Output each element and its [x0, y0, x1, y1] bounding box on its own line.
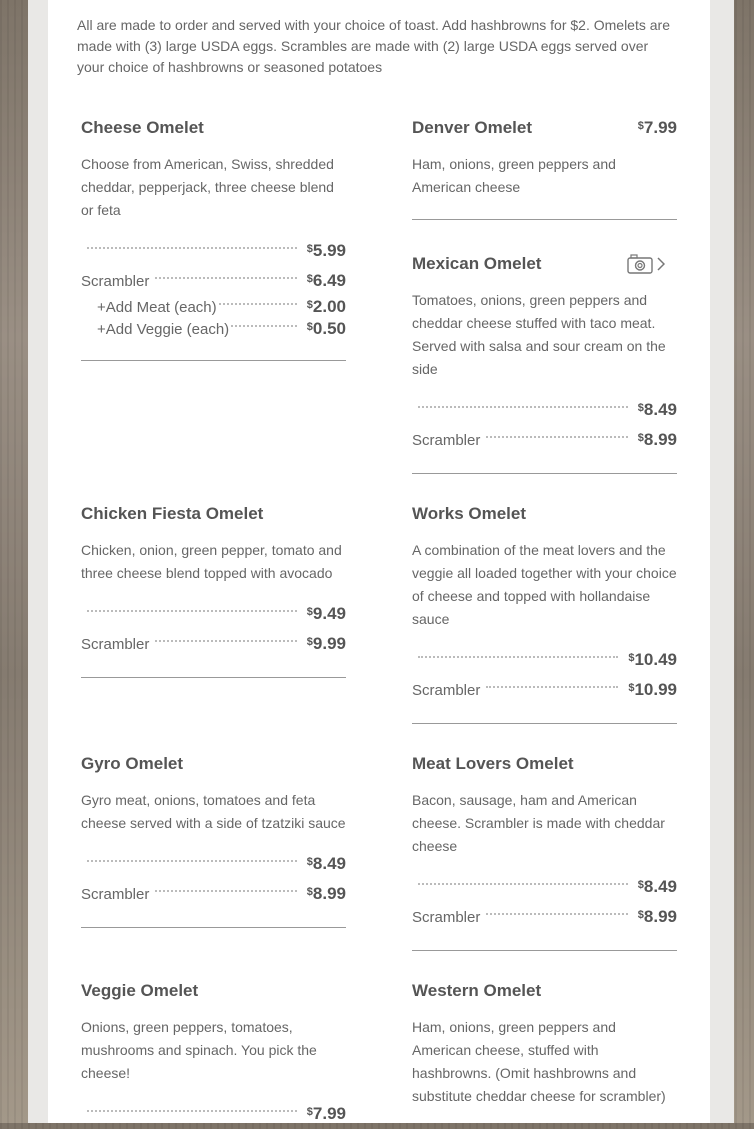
row-label: Scrambler: [412, 432, 481, 449]
item-price: [307, 236, 346, 266]
row-label: Scrambler: [412, 909, 481, 926]
price-row: [81, 879, 346, 909]
price-value: 10.99: [634, 680, 677, 699]
addon-row: [81, 296, 346, 318]
item-title: Chicken Fiesta Omelet: [81, 504, 264, 523]
chevron-right-icon: [657, 257, 665, 276]
currency-symbol: $: [628, 652, 635, 664]
item-divider: [412, 950, 677, 951]
currency-symbol: $: [306, 856, 313, 868]
currency-symbol: $: [306, 636, 313, 648]
dot-leader: [219, 303, 297, 305]
price-value: 8.99: [312, 884, 346, 903]
price-value: 6.49: [312, 271, 346, 290]
item-price: [638, 395, 677, 425]
item-divider: [412, 219, 677, 220]
item-description: Bacon, sausage, ham and American cheese. Scrambler is made with cheddar cheese: [412, 792, 665, 854]
row-label: +Add Meat (each): [97, 299, 217, 316]
price-row: [81, 236, 346, 266]
price-row: [412, 902, 677, 932]
item-description: Tomatoes, onions, green peppers and cheddar cheese stuffed with taco meat. Served with salsa and sour cream on the side: [412, 292, 666, 377]
row-label: +Add Veggie (each): [97, 321, 230, 338]
currency-symbol: $: [637, 402, 644, 414]
item-price: [638, 116, 677, 140]
currency-symbol: $: [306, 886, 313, 898]
item-description: Choose from American, Swiss, shredded cheddar, pepperjack, three cheese blend or feta: [81, 156, 334, 218]
price-value: 8.49: [312, 854, 346, 873]
menu-item-gyro-omelet[interactable]: [81, 752, 346, 928]
item-divider: [81, 360, 346, 361]
item-divider: [412, 473, 677, 474]
price-value: 8.99: [643, 907, 677, 926]
item-price: [307, 1099, 346, 1129]
item-price: [307, 849, 346, 879]
price-row: [412, 675, 677, 705]
dot-leader: [155, 640, 296, 642]
item-title: Mexican Omelet: [412, 254, 542, 273]
currency-symbol: $: [306, 273, 313, 285]
menu-item-denver-omelet[interactable]: [412, 116, 677, 220]
item-price: [307, 296, 346, 318]
dot-leader: [155, 277, 296, 279]
menu-item-chicken-fiesta-omelet[interactable]: [81, 502, 346, 678]
price-row: [81, 266, 346, 296]
item-price: [638, 872, 677, 902]
item-price: [307, 629, 346, 659]
dot-leader: [418, 656, 618, 658]
price-value: 8.49: [643, 400, 677, 419]
price-row: [81, 849, 346, 879]
item-divider: [81, 677, 346, 678]
item-description: Ham, onions, green peppers and American cheese, stuffed with hashbrowns. (Omit hashbrowns and substitute cheddar cheese for scrambler): [412, 1019, 666, 1104]
price-value: 8.49: [643, 877, 677, 896]
menu-item-mexican-omelet[interactable]: [412, 252, 677, 474]
menu-item-veggie-omelet[interactable]: [81, 979, 346, 1129]
dot-leader: [418, 883, 628, 885]
currency-symbol: $: [306, 1106, 313, 1118]
item-price: [628, 675, 677, 705]
currency-symbol: $: [306, 321, 313, 333]
item-price: [307, 599, 346, 629]
currency-symbol: $: [306, 606, 313, 618]
menu-item-works-omelet[interactable]: [412, 502, 677, 724]
dot-leader: [155, 890, 296, 892]
price-row: [412, 425, 677, 455]
item-price: [307, 266, 346, 296]
item-price: [628, 645, 677, 675]
row-label: Scrambler: [81, 273, 150, 290]
item-description: A combination of the meat lovers and the veggie all loaded together with your choice of cheese and topped with hollandaise sauce: [412, 542, 677, 627]
dot-leader: [418, 406, 628, 408]
currency-symbol: $: [637, 879, 644, 891]
item-divider: [81, 927, 346, 928]
item-description: Gyro meat, onions, tomatoes and feta cheese served with a side of tzatziki sauce: [81, 792, 346, 831]
item-description: Chicken, onion, green pepper, tomato and three cheese blend topped with avocado: [81, 542, 342, 581]
price-value: 9.99: [312, 634, 346, 653]
item-title: Meat Lovers Omelet: [412, 754, 574, 773]
item-price: [638, 425, 677, 455]
item-title: Denver Omelet: [412, 118, 532, 137]
currency-symbol: $: [637, 909, 644, 921]
row-label: Scrambler: [81, 886, 150, 903]
price-value: 10.49: [634, 650, 677, 669]
dot-leader: [486, 913, 627, 915]
section-intro: All are made to order and served with your choice of toast. Add hashbrowns for $2. Omelets are made with (3) large USDA eggs. Scrambles are made with (2) large USDA eggs served over your choice of hashbrowns or seasoned potatoes: [77, 17, 670, 75]
camera-icon: [627, 254, 653, 279]
dot-leader: [87, 247, 297, 249]
currency-symbol: $: [628, 682, 635, 694]
item-price: [307, 879, 346, 909]
dot-leader: [231, 325, 297, 327]
item-divider: [412, 723, 677, 724]
price-row: [81, 1099, 346, 1129]
currency-symbol: $: [306, 299, 313, 311]
item-title: Cheese Omelet: [81, 118, 204, 137]
item-price: [638, 902, 677, 932]
price-value: 5.99: [312, 241, 346, 260]
item-title: Gyro Omelet: [81, 754, 184, 773]
item-title: Western Omelet: [412, 981, 542, 1000]
price-value: 9.49: [312, 604, 346, 623]
item-description: Ham, onions, green peppers and American cheese: [412, 156, 616, 195]
item-price: [307, 318, 346, 340]
currency-symbol: $: [306, 243, 313, 255]
menu-item-meat-lovers-omelet[interactable]: [412, 752, 677, 951]
currency-symbol: $: [637, 432, 644, 444]
menu-item-cheese-omelet[interactable]: [81, 116, 346, 361]
price-value: 2.00: [312, 297, 346, 316]
price-row: [412, 395, 677, 425]
row-label: Scrambler: [81, 636, 150, 653]
photo-link[interactable]: [627, 254, 665, 279]
price-value: 0.50: [312, 319, 346, 338]
dot-leader: [87, 860, 297, 862]
addon-row: [81, 318, 346, 340]
currency-symbol: $: [637, 120, 644, 132]
dot-leader: [486, 686, 618, 688]
menu-item-western-omelet[interactable]: [412, 979, 677, 1108]
price-value: 8.99: [643, 430, 677, 449]
item-title: Works Omelet: [412, 504, 527, 523]
dot-leader: [87, 610, 297, 612]
item-title: Veggie Omelet: [81, 981, 199, 1000]
price-row: [81, 599, 346, 629]
row-label: Scrambler: [412, 682, 481, 699]
price-row: [81, 629, 346, 659]
dot-leader: [87, 1110, 297, 1112]
price-row: [412, 872, 677, 902]
price-value: 7.99: [643, 118, 677, 137]
price-row: [412, 645, 677, 675]
dot-leader: [486, 436, 627, 438]
price-value: 7.99: [312, 1104, 346, 1123]
item-description: Onions, green peppers, tomatoes, mushrooms and spinach. You pick the cheese!: [81, 1019, 317, 1081]
